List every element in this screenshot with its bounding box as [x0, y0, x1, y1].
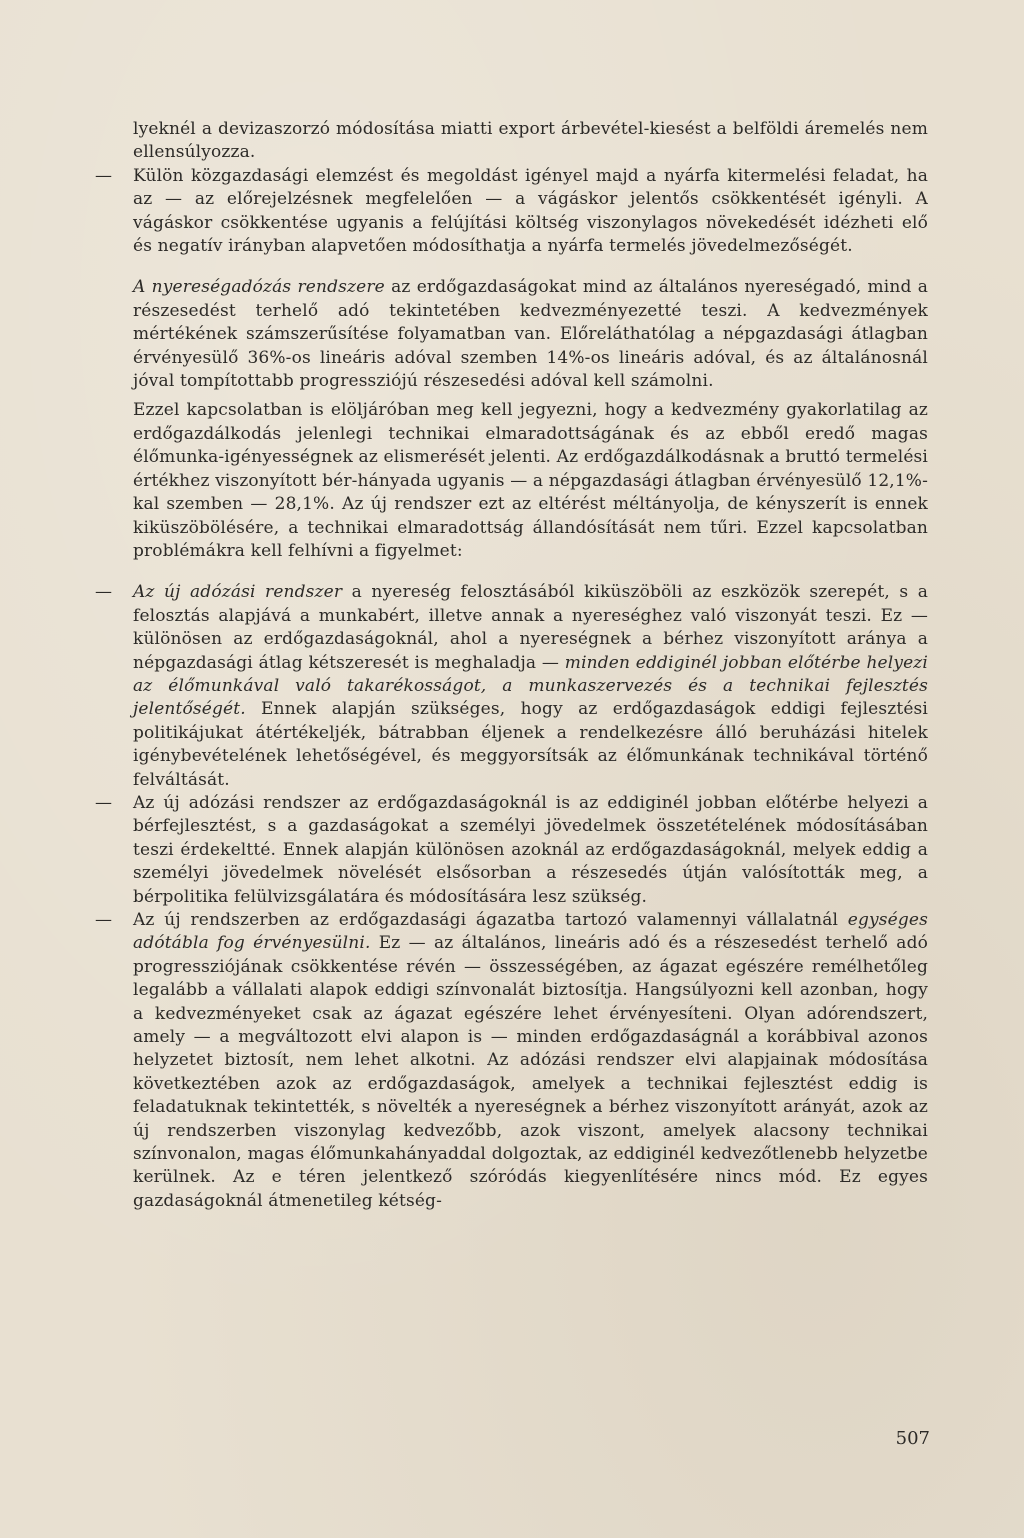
italic-term: A nyereségadózás rendszere — [133, 277, 385, 298]
paragraph-text: az erdőgazdaságokat mind az általános nyereségadó, mind a részesedést terhelő adó tekintetében kedvezményezetté teszi. A kedvezmények mértékének számszerűsítése folyamatban van. Előreláthatólag a népgazdasági átlagban érvényesülő 36%-os lineáris adóval szemben 14%-os lineáris adóval, és az általánosnál jóval tompítottabb progressziójú részesedési adóval kell számolni. — [133, 277, 929, 392]
paragraph-nyeresegadozas — [133, 276, 928, 393]
dash-item-uj-adozasi — [95, 581, 929, 792]
dash-item-text: Ez — az általános, lineáris adó és a részesedést terhelő adó progressziójának csökkentése révén — összességében, az ágazat egészére remélhetőleg legalább a vállalati alapok eddigi színvonalát biztosítja. Hangsúlyozni kell azonban, hogy a kedvezményeket csak az ágazat egészére lehet érvényesíteni. Olyan adórendszert, amely — a megváltozott elvi alapon is — minden erdőgazdaságnál a korábbival azonos helyzetet biztosít, nem lehet alkotni. Az adózási rendszer elvi alapjainak módosítása következtében azok az erdőgazdaságok, amelyek a technikai fejlesztést eddig is feladatuknak tekintették, s növelték a nyereségnek a bérhez viszonyított arányát, azok az új rendszerben viszonylag kedvezőbb, azok viszont, amelyek alacsony technikai színvonalon, magas élőmunkahányaddal dolgoztak, az eddiginél kedvezőtlenebb helyzetbe kerülnek. Az e téren jelentkező szóródás kiegyenlítésére nincs mód. Ez egyes gazdaságoknál átmenetileg kétség- — [133, 933, 928, 1211]
dash-item-berfejlesztes — [95, 792, 928, 909]
dash-item-adotabla — [95, 909, 928, 1213]
italic-term: Az új adózási rendszer — [133, 582, 343, 603]
paragraph-kedvezmeny: Ezzel kapcsolatban is elöljáróban meg kell jegyezni, hogy a kedvezmény gyakorlatilag az erdőgazdálkodás jelenlegi technikai elmaradottságának és az ebből eredő magas élőmunka-igényességnek az elismerését jelenti. Az erdőgazdálkodásnak a bruttó termelési értékhez viszonyított bér-hányada ugyanis — a népgazdasági átlagban érvényesülő 12,1%-kal szemben — 28,1%. Az új rendszer ezt az eltérést méltányolja, de kényszerít is ennek kiküszöbölésére, a technikai elmaradottság állandósítását nem tűri. Ezzel kapcsolatban problémákra kell felhívni a figyelmet: — [133, 400, 928, 561]
dash-item-text: Külön közgazdasági elemzést és megoldást igényel majd a nyárfa kitermelési feladat, ha az — az előrejelzésnek megfelelően — a vágáskor jelentős csökkentését igényli. A vágáskor csökkentése ugyanis a felújítási költség viszonylagos növekedését idézheti elő és negatív irányban alapvetően módosíthatja a nyárfa termelés jövedelmezőségét. — [133, 165, 928, 257]
dash-marker: — — [95, 792, 113, 813]
dash-item-text: Az új rendszerben az erdőgazdasági ágazatba tartozó valamennyi vállalatnál — [133, 910, 848, 930]
dash-marker: — — [95, 910, 113, 930]
dash-item-text: Ennek alapján szükséges, hogy az erdőgazdaságok eddigi fejlesztési politikájukat átértékeljék, bátrabban éljenek a rendelkezésre álló beruházási hitelek igénybevételének lehetőségével, és meggyorsítsák az élőmunkának technikával történő felváltását. — [133, 699, 928, 790]
page-number: 507 — [895, 1428, 930, 1449]
dash-marker: — — [95, 165, 113, 186]
paragraph-continuation: lyeknél a devizaszorzó módosítása miatti export árbevétel-kiesést a belföldi áremelés nem ellensúlyozza. — [133, 119, 928, 163]
dash-item-text: a nyereség felosztásából kiküszöböli az eszközök szerepét, s a felosztás alapjává a munkabért, illetve annak a nyereséghez való viszonyát teszi. Ez — különösen az erdőgazdaságoknál, ahol a nyereségnek a bérhez viszonyított aránya a népgazdasági átlag kétszeresét is meghaladja — — [133, 582, 929, 673]
dash-item-nyarfa — [95, 165, 928, 259]
dash-marker: — — [95, 582, 113, 603]
dash-item-text: Az új adózási rendszer az erdőgazdaságoknál is az eddiginél jobban előtérbe helyezi a bérfejlesztést, s a gazdaságokat a személyi jövedelmek összetételének módosításában teszi érdekeltté. Ennek alapján különösen azoknál az erdőgazdaságoknál, melyek eddig a személyi jövedelmek növelését elsősorban a részesedés útján valósították meg, a bérpolitika felülvizsgálatára és módosítására lesz szükség. — [133, 792, 928, 907]
italic-emphasis: egységes adótábla fog érvényesülni. — [133, 910, 928, 954]
italic-emphasis: minden eddiginél jobban előtérbe helyezi az élőmunkával való takarékosságot, a munkaszervezés és a technikai fejlesztés jelentőségét. — [133, 652, 929, 720]
body-text — [95, 118, 929, 1213]
